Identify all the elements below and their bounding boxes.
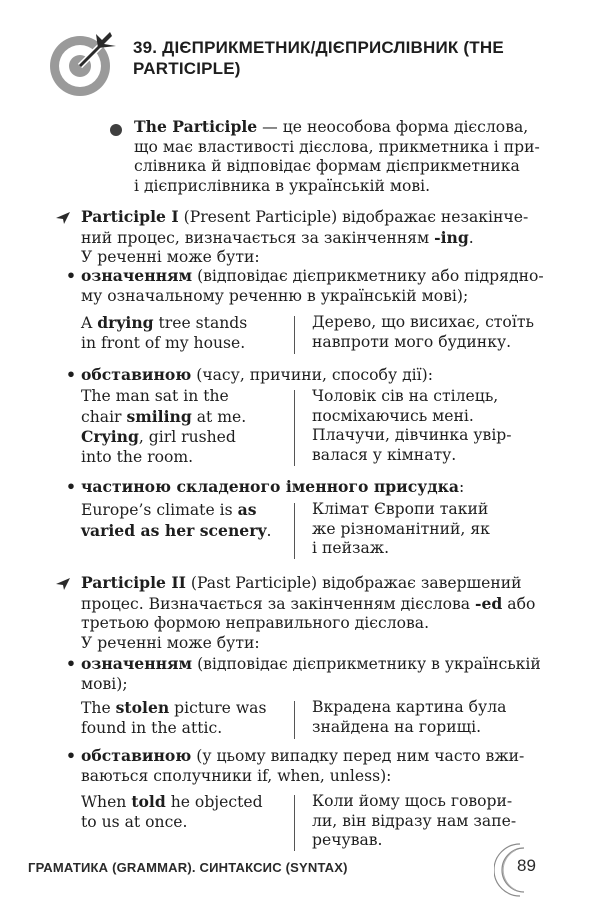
arrow-pointer-icon — [55, 211, 71, 225]
participle-i-section: Participle I (Present Participle) відображає незакінчe- ний процес, визначається за закінченням -ing. У реченні може бути: — [81, 207, 529, 267]
p2-adverbial-example-ua: Коли йому щось говори- ли, він відразу нам запе- речував. — [312, 792, 517, 850]
p1-adverbial-item: обставиною (часу, причини, способу дії): — [81, 365, 433, 384]
p1-predicate-example-en: Europe’s climate is as varied as her scenery. — [81, 500, 272, 540]
bullet-dot: • — [66, 654, 76, 673]
p2-adverbial-example-en: When told he objected to us at once. — [81, 792, 263, 831]
column-divider — [294, 316, 295, 354]
p2-attribute-example-en: The stolen picture was found in the attic. — [81, 698, 267, 737]
p1-attribute-example-en: A drying tree stands in front of my house. — [81, 313, 248, 352]
p1-attribute-example-ua: Дерево, що висихає, стоїть навпроти мого будинку. — [312, 313, 534, 351]
column-divider — [294, 390, 295, 466]
participle-ii-section: Participle II (Past Participle) відображає завершений процес. Визначається за закінченням дієслова -ed або третьою формою неправильного дієслова. У реченні може бути: — [81, 573, 536, 652]
page-number: 89 — [517, 856, 536, 875]
p1-predicate-example-ua: Клімат Європи такий же різноманітний, як і пейзаж. — [312, 500, 490, 558]
bullet-dot: • — [66, 477, 76, 496]
p2-attribute-example-ua: Вкрадена картина була знайдена на горищі. — [312, 698, 507, 736]
p1-adverbial-example-en: The man sat in the chair smiling at me. Crying, girl rushed into the room. — [81, 387, 247, 466]
bullet-icon — [110, 124, 122, 136]
p2-attribute-item: означенням (відповідає дієприкметнику в українській мові); — [81, 654, 541, 693]
column-divider — [294, 503, 295, 559]
bullet-dot: • — [66, 365, 76, 384]
column-divider — [294, 701, 295, 739]
bullet-dot: • — [66, 746, 76, 765]
p2-adverbial-item: обставиною (у цьому випадку перед ним часто вжи- ваються сполучники if, when, unless): — [81, 746, 525, 785]
bullet-dot: • — [66, 266, 76, 285]
arrow-pointer-icon — [55, 577, 71, 591]
chapter-title: 39. ДІЄПРИКМЕТНИК/ДІЄПРИСЛІВНИК (THE PARTICIPLE) — [133, 38, 504, 78]
p1-predicate-item: частиною складеного іменного присудка: — [81, 477, 465, 496]
column-divider — [294, 795, 295, 851]
p1-attribute-item: означенням (відповідає дієприкметнику або підрядно- му означальному реченню в українській мові); — [81, 266, 544, 305]
running-footer: ГРАМАТИКА (GRAMMAR). СИНТАКСИС (SYNTAX) — [28, 860, 348, 875]
target-arrow-icon — [40, 26, 130, 98]
intro-paragraph: The Participle — це неособова форма дієслова, що має властивості дієслова, прикметника і при- слівника й відповідає формам дієприкметника і дієприслівника в українській мові. — [134, 117, 540, 195]
p1-adverbial-example-ua: Чоловік сів на стілець, посміхаючись мені. Плачучи, дівчинка увір- валася у кімнату. — [312, 387, 512, 464]
